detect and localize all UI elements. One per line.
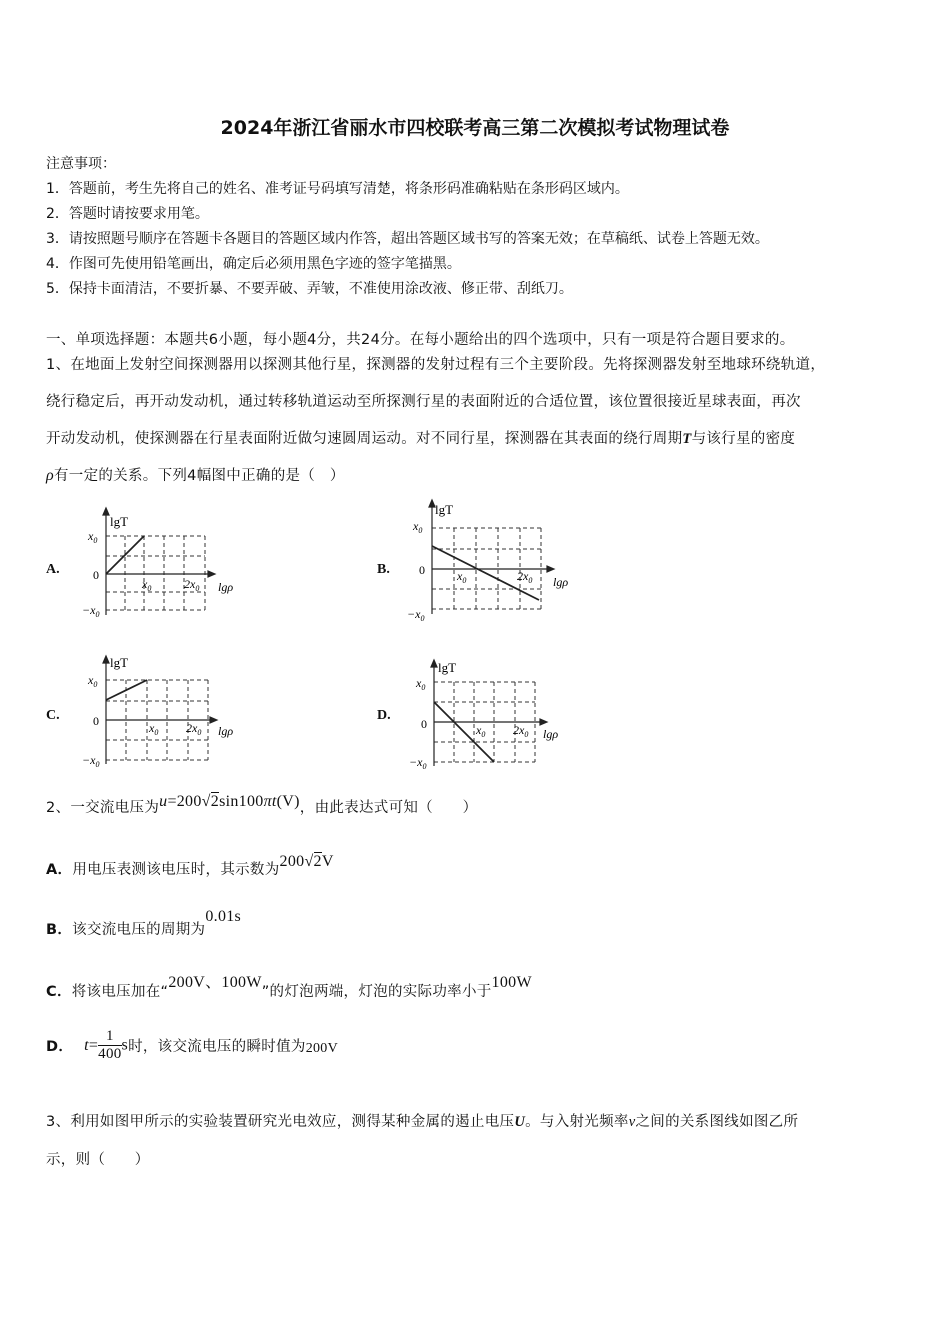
option-d-label: D. — [377, 708, 391, 723]
question-2-stem: 2、一交流电压为u=200√2sin100πt(V)，由此表达式可知（ ） — [46, 793, 478, 816]
notice-item: 5．保持卡面清洁，不要折暴、不要弄破、弄皱，不准使用涂改液、修正带、刮纸刀。 — [46, 281, 573, 297]
x-axis-label: lgρ — [218, 580, 234, 594]
option-c-label: C. — [46, 708, 60, 723]
svg-text:x0: $x_0$ — [88, 673, 98, 689]
question-1-line: 1、在地面上发射空间探测器用以探测其他行星，探测器的发射过程有三个主要阶段。先将探测器发射至地球环绕轨道， — [46, 357, 826, 373]
svg-text:lgT: lgT — [438, 660, 457, 675]
svg-text:−x0: $-x_0$ — [409, 755, 427, 771]
svg-text:0: 0 — [419, 563, 425, 577]
svg-text:−x0: $-x_0$ — [82, 603, 100, 619]
graph-d — [405, 654, 575, 774]
svg-text:0: 0 — [93, 568, 99, 582]
notice-item: 1．答题前，考生先将自己的姓名、准考证号码填写清楚，将条形码准确粘贴在条形码区域内。 — [46, 181, 629, 197]
svg-text:x0: $x_0$ — [413, 519, 423, 535]
q2-option-d: D． t= $\frac{1}{400}$ s时，该交流电压的瞬时值为200V — [46, 1028, 338, 1062]
question-3-line: 3、利用如图甲所示的实验装置研究光电效应，测得某种金属的遏止电压U。与入射光频率v之间的关系图线如图乙所 — [46, 1114, 799, 1130]
svg-text:0: 0 — [93, 714, 99, 728]
svg-text:−x0: $-x_0$ — [407, 607, 425, 623]
svg-text:2x0: $2x_0$ — [517, 569, 533, 585]
question-1-line: 绕行稳定后，再开动发动机，通过转移轨道运动至所探测行星的表面附近的合适位置，该位置很接近星球表面，再次 — [46, 394, 801, 410]
question-3-line: 示，则（ ） — [46, 1152, 150, 1168]
q2-option-b: B．该交流电压的周期为0.01s — [46, 908, 242, 938]
graph-b — [405, 494, 580, 624]
q2-option-a: A．用电压表测该电压时，其示数为200√2V — [46, 853, 334, 878]
svg-text:lgT: lgT — [110, 655, 129, 670]
svg-text:x0: $x_0$ — [416, 676, 426, 692]
svg-text:lgρ: lgρ — [553, 575, 569, 589]
notice-item: 3．请按照题号顺序在答题卡各题目的答题区域内作答，超出答题区域书写的答案无效；在草稿纸、试卷上答题无效。 — [46, 231, 769, 247]
svg-text:2x0: $2x_0$ — [186, 721, 202, 737]
section-heading: 一、单项选择题：本题共6小题，每小题4分，共24分。在每小题给出的四个选项中，只有一项是符合题目要求的。 — [46, 332, 795, 348]
page-title: 2024年浙江省丽水市四校联考高三第二次模拟考试物理试卷 — [220, 117, 730, 139]
q2-option-c: C．将该电压加在“200V、100W”的灯泡两端，灯泡的实际功率小于100W — [46, 974, 532, 1000]
svg-text:0: 0 — [421, 717, 427, 731]
svg-text:x0: $x_0$ — [476, 723, 486, 739]
svg-text:2x0: $2x_0$ — [513, 723, 529, 739]
option-b-label: B. — [377, 562, 390, 577]
notice-heading: 注意事项： — [46, 156, 116, 172]
option-a-label: A. — [46, 562, 60, 577]
svg-text:−x0: $-x_0$ — [82, 753, 100, 769]
svg-text:2x0: $2x_0$ — [184, 577, 200, 593]
svg-text:x0: $x_0$ — [457, 569, 467, 585]
svg-text:lgρ: lgρ — [543, 727, 559, 741]
notice-item: 2．答题时请按要求用笔。 — [46, 206, 209, 222]
question-1-line: ρ有一定的关系。下列4幅图中正确的是（ ） — [46, 467, 345, 484]
svg-text:x0: $x_0$ — [142, 577, 152, 593]
graph-c — [80, 650, 245, 775]
svg-text:lgρ: lgρ — [218, 724, 234, 738]
svg-text:lgT: lgT — [435, 502, 454, 517]
notice-item: 4．作图可先使用铅笔画出，确定后必须用黑色字迹的签字笔描黑。 — [46, 256, 461, 272]
graph-a — [80, 500, 240, 625]
svg-text:x0: $x_0$ — [88, 529, 98, 545]
y-axis-label: lgT — [110, 514, 129, 529]
svg-text:x0: $x_0$ — [149, 721, 159, 737]
question-1-line: 开动发动机，使探测器在行星表面附近做匀速圆周运动。对不同行星，探测器在其表面的绕行周期T与该行星的密度 — [46, 431, 796, 447]
